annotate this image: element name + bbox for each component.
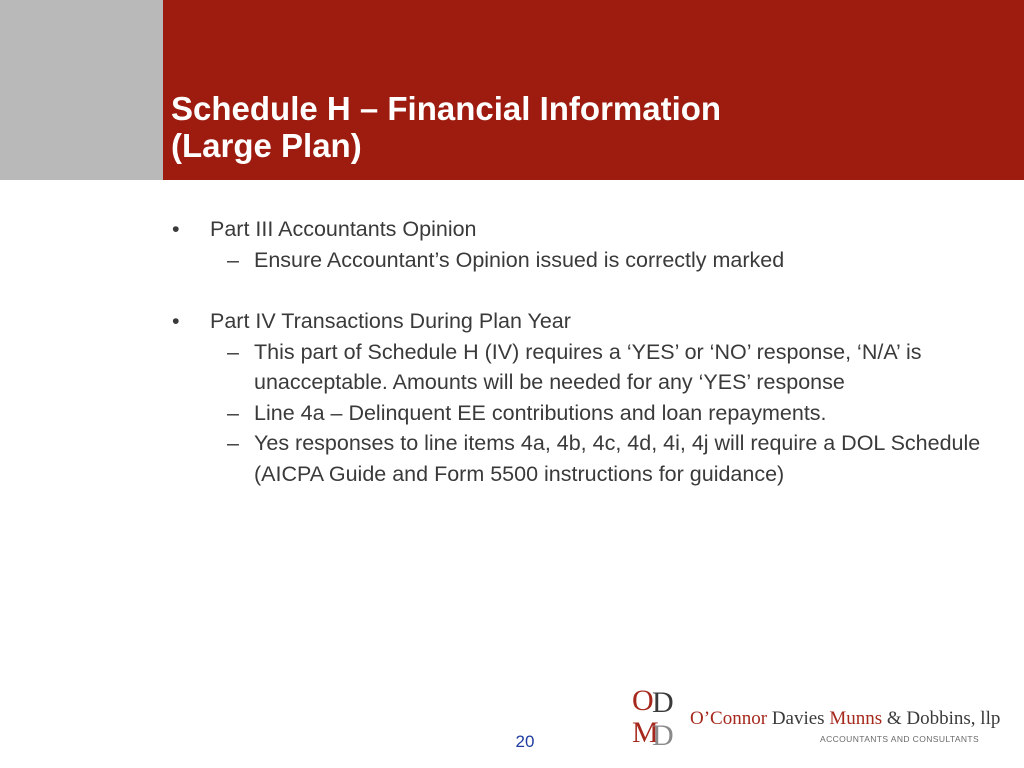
sub-bullet-text: This part of Schedule H (IV) requires a ‘YES’ or ‘NO’ response, ‘N/A’ is unacceptable. Amounts will be needed for any ‘YES’ response	[254, 339, 922, 394]
firm-logo	[630, 682, 1010, 752]
monogram-letter-d: D	[652, 686, 674, 719]
sub-bullet-marker: –	[227, 400, 239, 425]
bullet-marker: •	[172, 309, 180, 333]
sub-bullet-text: Yes responses to line items 4a, 4b, 4c, 4d, 4i, 4j will require a DOL Schedule (AICPA Guide and Form 5500 instructions for guidance)	[254, 431, 981, 486]
sub-bullet-marker: –	[227, 247, 239, 272]
slide-title	[171, 90, 1011, 164]
sub-bullet-marker: –	[227, 431, 239, 455]
firm-tagline: ACCOUNTANTS AND CONSULTANTS	[820, 734, 980, 744]
firm-name-part-1: O’Connor	[690, 708, 768, 729]
firm-name-part-3: Munns	[829, 708, 883, 729]
odmd-monogram-icon	[630, 682, 682, 748]
bullet-marker: •	[172, 217, 180, 241]
slide-content	[172, 214, 982, 489]
sub-bullet-text: Ensure Accountant’s Opinion issued is correctly marked	[254, 247, 785, 272]
bullet-text: Part III Accountants Opinion	[210, 217, 477, 241]
monogram-letter-o: O	[632, 684, 654, 717]
sub-bullet-item	[172, 428, 982, 489]
sub-bullet-text: Line 4a – Delinquent EE contributions and loan repayments.	[254, 400, 827, 425]
monogram-letter-m: M	[632, 716, 659, 748]
firm-name-part-2: Davies	[767, 708, 830, 729]
bullet-item	[172, 214, 982, 245]
sub-bullet-item	[172, 398, 982, 429]
spacer	[172, 275, 982, 306]
sub-bullet-item	[172, 337, 982, 398]
firm-name-part-4: & Dobbins, llp	[882, 708, 1001, 729]
bullet-item	[172, 306, 982, 337]
sub-bullet-item	[172, 245, 982, 276]
header-gray-block	[0, 0, 163, 180]
sub-bullet-marker: –	[227, 339, 239, 364]
slide-title-line-1: Schedule H – Financial Information	[171, 90, 722, 127]
monogram-letter-d2: D	[652, 719, 674, 748]
slide-title-line-2: (Large Plan)	[171, 127, 362, 164]
bullet-text: Part IV Transactions During Plan Year	[210, 309, 571, 333]
firm-name	[690, 708, 1000, 730]
page-number: 20	[515, 732, 535, 751]
